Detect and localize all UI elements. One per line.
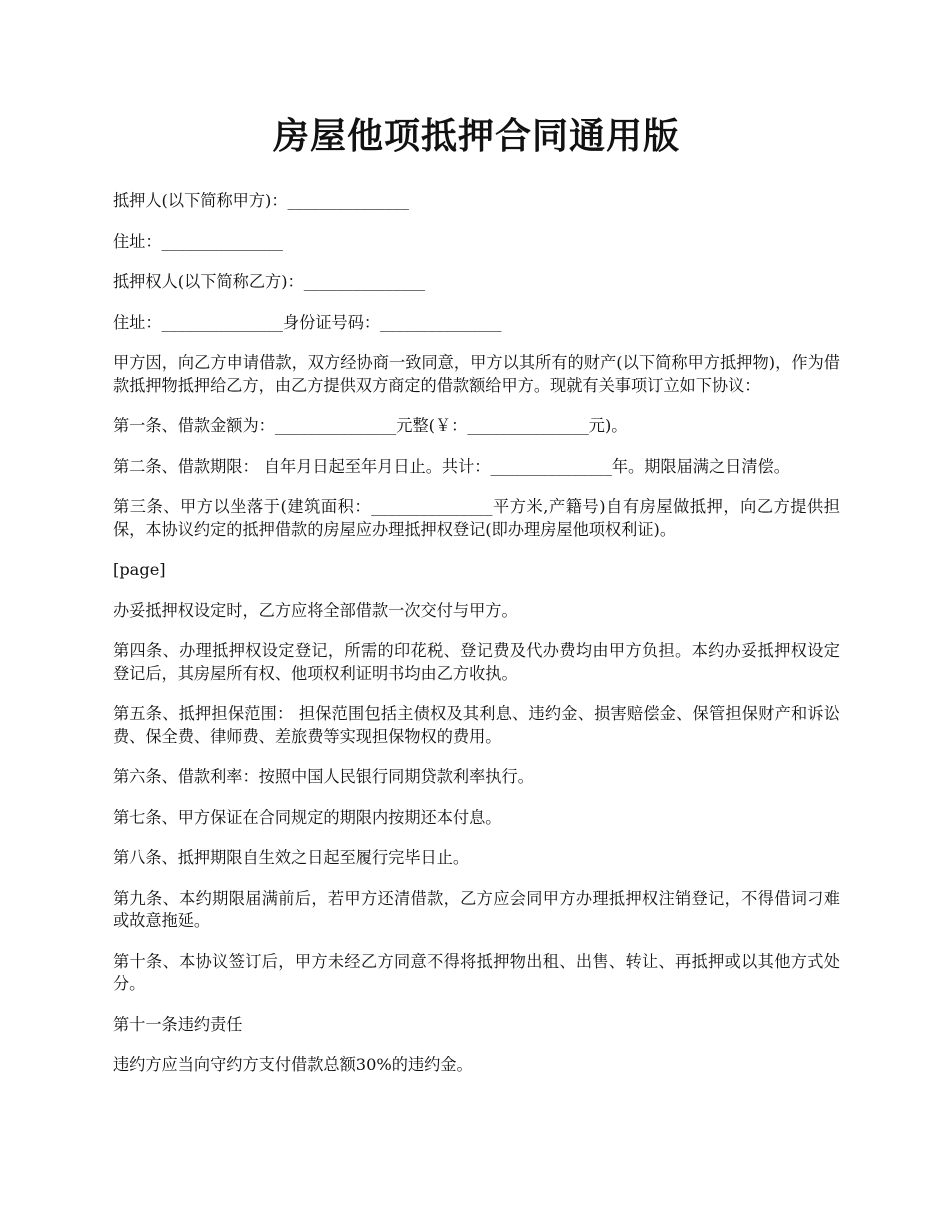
article-11-body: 违约方应当向守约方支付借款总额30%的违约金。	[113, 1055, 473, 1074]
article-6: 第六条、借款利率：按照中国人民银行同期贷款利率执行。	[113, 767, 534, 786]
article-8: 第八条、抵押期限自生效之日起至履行完毕日止。	[113, 848, 470, 867]
article-4: 第四条、办理抵押权设定登记，所需的印花税、登记费及代办费均由甲方负担。本约办妥抵押权设定登记后，其房屋所有权、他项权利证明书均由乙方收执。	[113, 641, 840, 683]
mortgagor-address-line: 住址：_______________	[113, 231, 283, 251]
mortgagor-line: 抵押人(以下简称甲方)：_______________	[113, 191, 409, 210]
article-1: 第一条、借款金额为：_______________元整(￥：_______________元)。	[113, 416, 628, 435]
preamble-paragraph: 甲方因，向乙方申请借款，双方经协商一致同意，甲方以其所有的财产(以下简称甲方抵押物)，作为借款抵押物抵押给乙方，由乙方提供双方商定的借款额给甲方。现就有关事项订立如下协议：	[113, 353, 840, 395]
article-3: 第三条、甲方以坐落于(建筑面积：_______________平方米,产籍号)自有房屋做抵押，向乙方提供担保，本协议约定的抵押借款的房屋应办理抵押权登记(即办理房屋他项权利证)。	[113, 497, 840, 539]
document-page	[113, 110, 840, 1095]
article-10: 第十条、本协议签订后，甲方未经乙方同意不得将抵押物出租、出售、转让、再抵押或以其他方式处分。	[113, 951, 840, 993]
mortgagee-address-id-line: 住址：_______________身份证号码：_______________	[113, 312, 502, 332]
page-marker: [page]	[113, 560, 166, 579]
article-5: 第五条、抵押担保范围： 担保范围包括主债权及其利息、违约金、损害赔偿金、保管担保财产和诉讼费、保全费、律师费、差旅费等实现担保物权的费用。	[113, 704, 840, 746]
article-11-heading: 第十一条违约责任	[113, 1014, 243, 1034]
document-title: 房屋他项抵押合同通用版	[272, 115, 680, 157]
article-7: 第七条、甲方保证在合同规定的期限内按期还本付息。	[113, 807, 502, 827]
article-3-continued: 办妥抵押权设定时，乙方应将全部借款一次交付与甲方。	[113, 600, 518, 620]
article-9: 第九条、本约期限届满前后，若甲方还清借款，乙方应会同甲方办理抵押权注销登记，不得借词刁难或故意拖延。	[113, 888, 840, 930]
article-2: 第二条、借款期限： 自年月日起至年月日止。共计：_______________年。期限届满之日清偿。	[113, 456, 790, 476]
mortgagee-line: 抵押权人(以下简称乙方)：_______________	[113, 272, 426, 291]
